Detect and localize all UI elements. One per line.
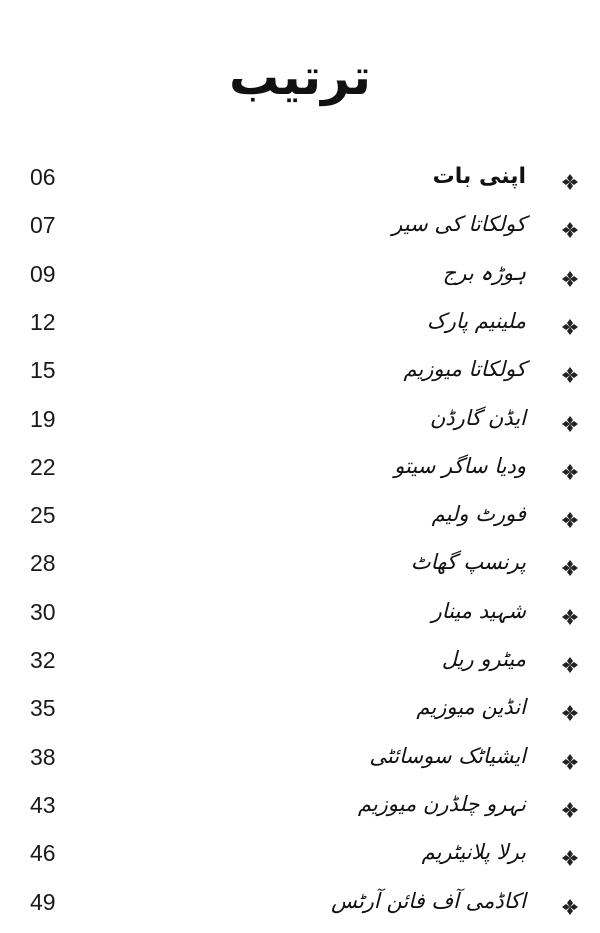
toc-page-number: 35 bbox=[30, 695, 56, 722]
toc-entry-title: برلا پلانیٹریم bbox=[421, 840, 526, 865]
bullet-icon bbox=[560, 220, 580, 240]
toc-page-number: 19 bbox=[30, 405, 56, 432]
toc-entry-title: ملینیم پارک bbox=[426, 308, 526, 333]
toc-entry-title: اکاڈمی آف فائن آرٹس bbox=[331, 888, 526, 913]
bullet-icon bbox=[560, 317, 580, 337]
toc-entry[interactable] bbox=[0, 788, 600, 836]
toc-entry-title: فورٹ ولیم bbox=[431, 502, 526, 527]
toc-entry[interactable] bbox=[0, 498, 600, 546]
toc-page-number: 30 bbox=[30, 598, 56, 625]
bullet-icon bbox=[560, 655, 580, 675]
toc-entry[interactable] bbox=[0, 402, 600, 450]
toc-entry[interactable] bbox=[0, 885, 600, 933]
bullet-icon bbox=[560, 172, 580, 192]
bullet-icon bbox=[560, 703, 580, 723]
toc-page-number: 28 bbox=[30, 550, 56, 577]
toc-page-number: 43 bbox=[30, 791, 56, 818]
toc-entry[interactable] bbox=[0, 257, 600, 305]
bullet-icon bbox=[560, 462, 580, 482]
toc-entry[interactable] bbox=[0, 740, 600, 788]
toc-entry-title: ایڈن گارڈن bbox=[429, 405, 526, 430]
toc-entry-title: اپنی بات bbox=[432, 164, 526, 189]
bullet-icon bbox=[560, 752, 580, 772]
toc-page-number: 22 bbox=[30, 453, 56, 480]
toc-page-number: 38 bbox=[30, 743, 56, 770]
toc-entry-title: میٹرو ریل bbox=[441, 647, 526, 671]
bullet-icon bbox=[560, 607, 580, 627]
toc-entry[interactable] bbox=[0, 643, 600, 691]
toc-entry-title: کولکاتا کی سیر bbox=[392, 212, 526, 237]
toc-page-number: 46 bbox=[30, 840, 56, 867]
toc-page-number: 07 bbox=[30, 212, 56, 239]
bullet-icon bbox=[560, 269, 580, 289]
bullet-icon bbox=[560, 848, 580, 868]
toc-page-number: 12 bbox=[30, 308, 56, 335]
toc-entry-title: شہید مینار bbox=[431, 598, 526, 623]
toc-entry-title: کولکاتا میوزیم bbox=[403, 357, 526, 382]
toc-entry[interactable] bbox=[0, 160, 600, 208]
toc-entry[interactable] bbox=[0, 836, 600, 884]
bullet-icon bbox=[560, 365, 580, 385]
bullet-icon bbox=[560, 897, 580, 917]
toc-page-number: 15 bbox=[30, 357, 56, 384]
toc-page-number: 09 bbox=[30, 260, 56, 287]
toc-page-number: 32 bbox=[30, 647, 56, 673]
bullet-icon bbox=[560, 800, 580, 820]
toc-entry[interactable] bbox=[0, 353, 600, 401]
toc-entry[interactable] bbox=[0, 208, 600, 256]
toc-page-number: 49 bbox=[30, 888, 56, 915]
bullet-icon bbox=[560, 414, 580, 434]
bullet-icon bbox=[560, 510, 580, 530]
toc-page-number: 06 bbox=[30, 164, 56, 190]
toc-entry-title: ودیا ساگر سیتو bbox=[394, 453, 526, 478]
bullet-icon bbox=[560, 558, 580, 578]
toc-entry-title: نہرو چلڈرن میوزیم bbox=[357, 791, 526, 816]
toc-entry[interactable] bbox=[0, 546, 600, 594]
toc-entry-title: ہوڑہ برج bbox=[442, 260, 526, 285]
toc-page-number: 25 bbox=[30, 502, 56, 529]
toc-entry[interactable] bbox=[0, 305, 600, 353]
toc-entry-title: انڈین میوزیم bbox=[416, 695, 526, 720]
toc-entry[interactable] bbox=[0, 595, 600, 643]
page-title: ترتیب bbox=[229, 48, 371, 106]
toc-entry-title: ایشیاٹک سوسائٹی bbox=[369, 743, 526, 768]
toc-entry-title: پرنسپ گھاٹ bbox=[410, 550, 526, 575]
toc-entry[interactable] bbox=[0, 450, 600, 498]
toc-entry[interactable] bbox=[0, 691, 600, 739]
